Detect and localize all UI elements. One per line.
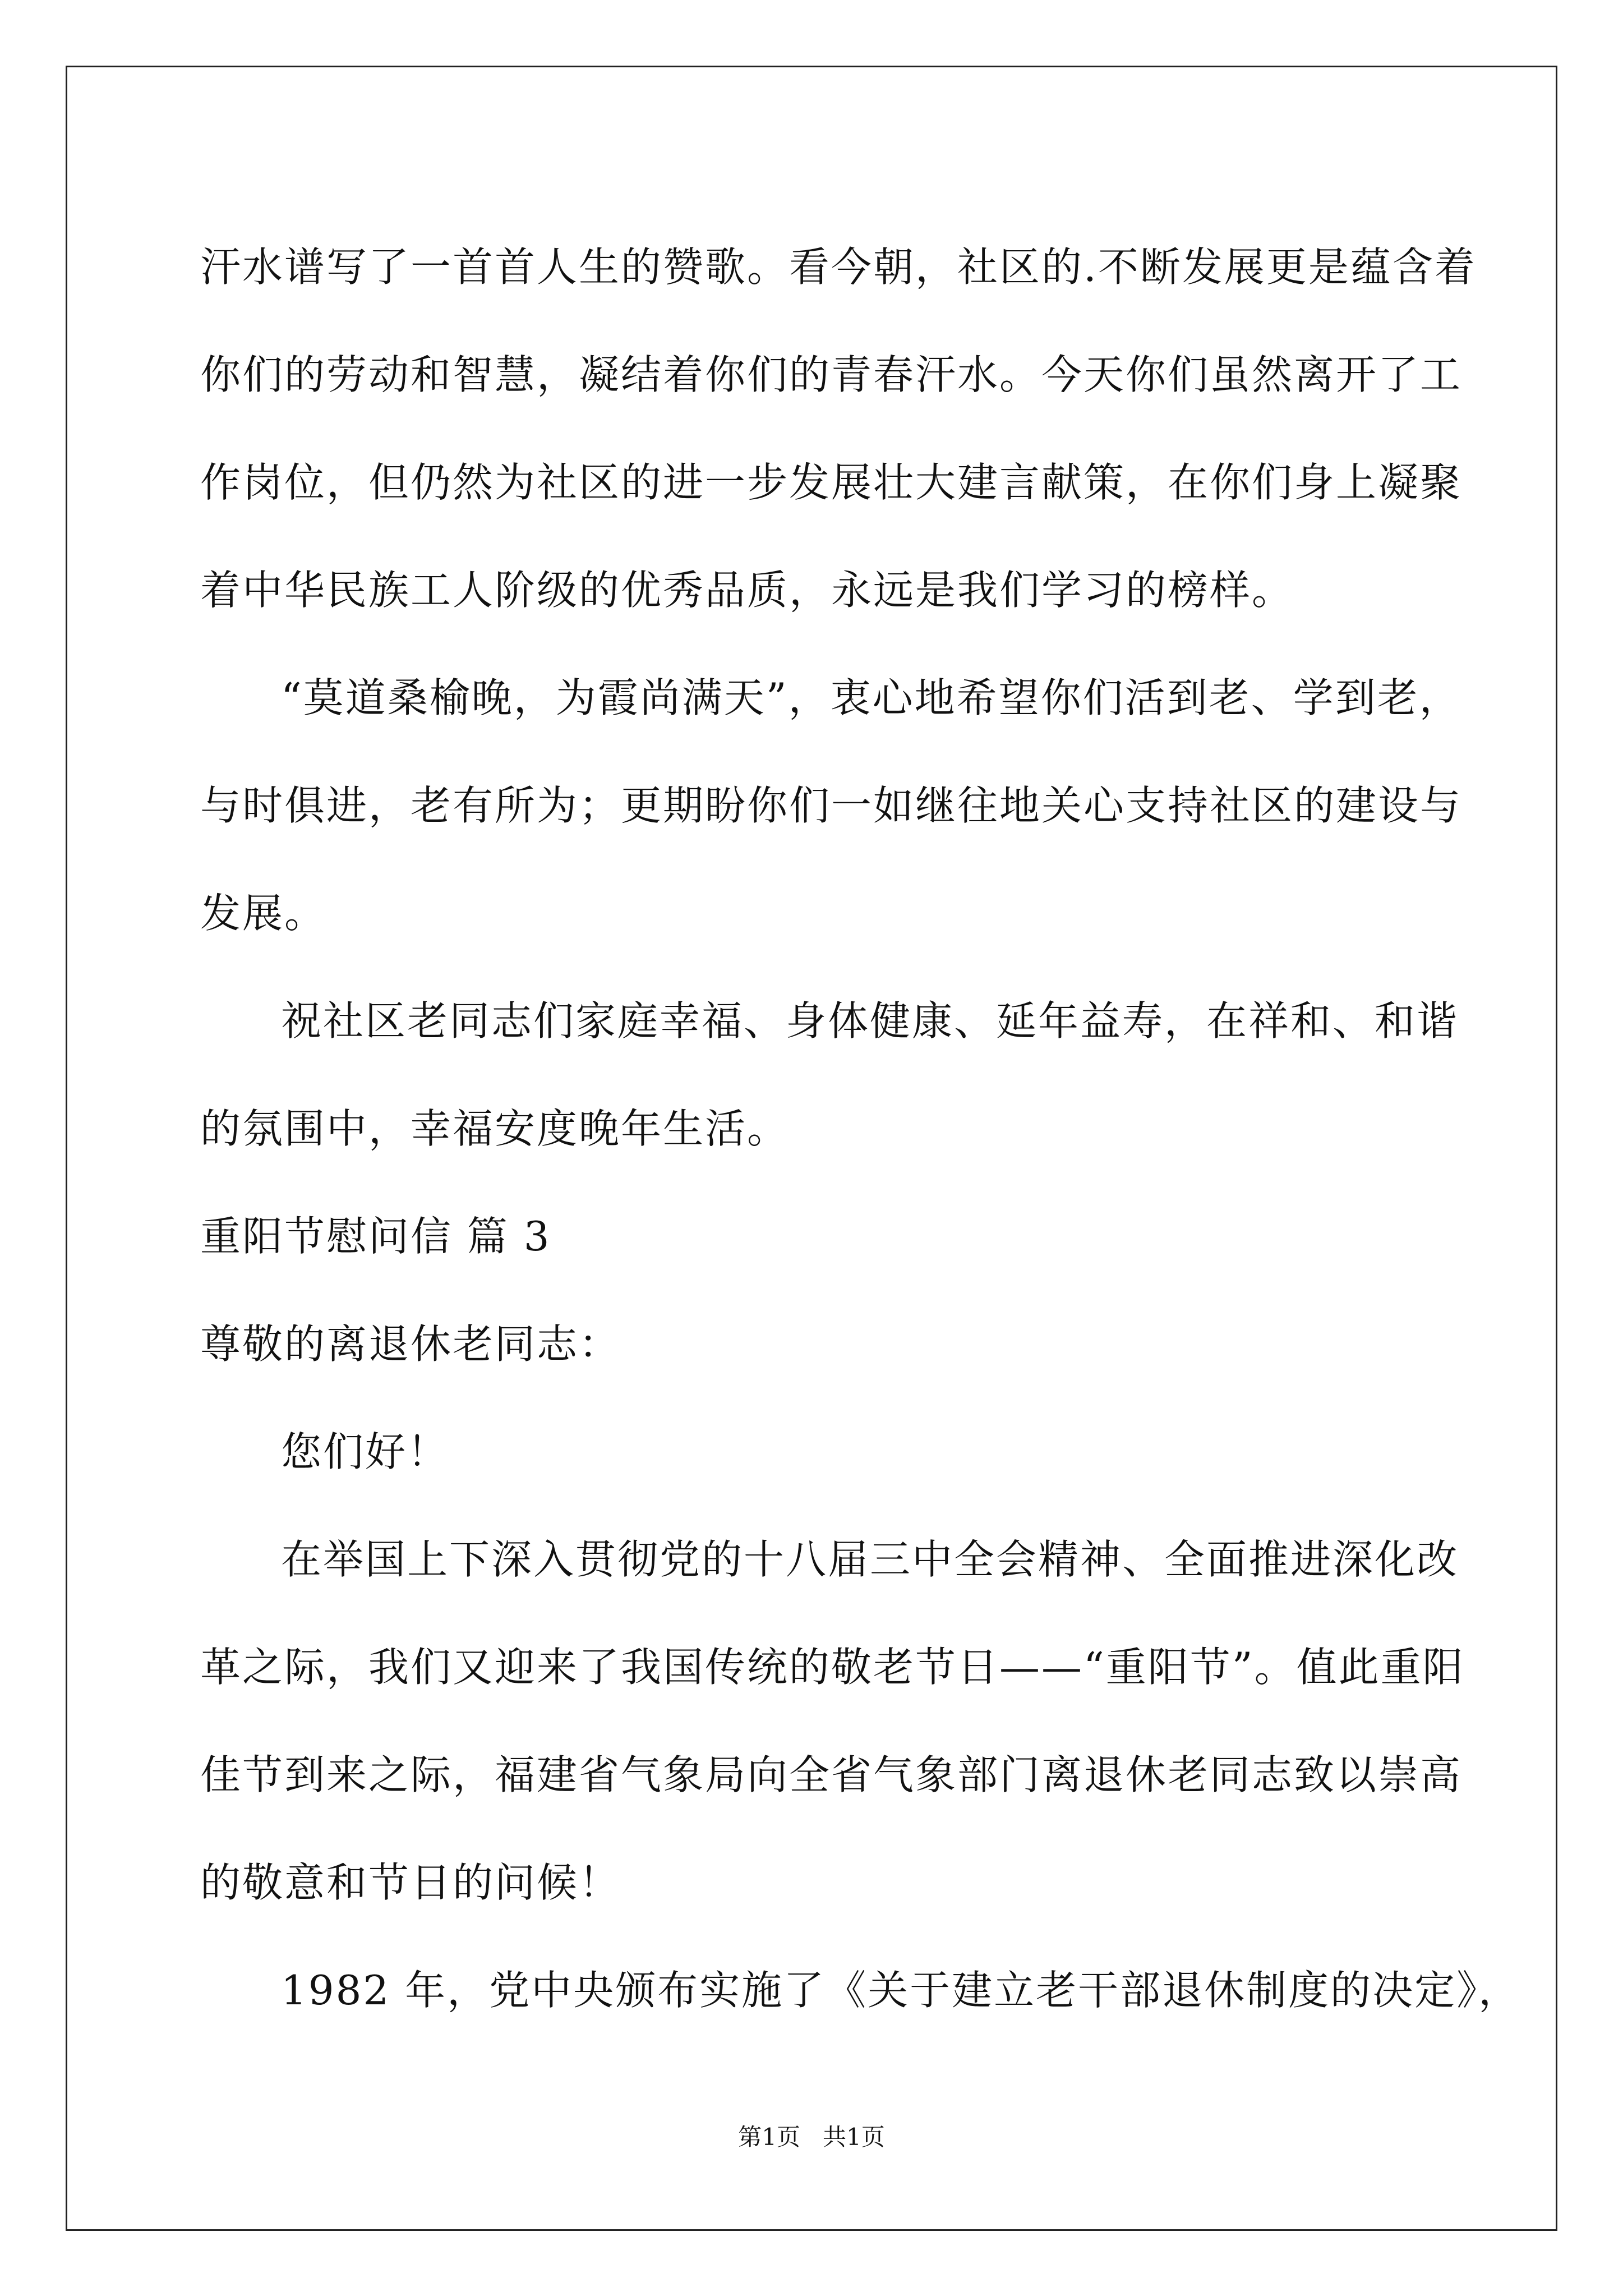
text-line: 着中华民族工人阶级的优秀品质，永远是我们学习的榜样。 <box>200 567 1294 614</box>
text-line: 佳节到来之际，福建省气象局向全省气象部门离退休老同志致以崇高 <box>200 1751 1463 1798</box>
greeting: 您们好！ <box>281 1428 450 1475</box>
section-heading: 重阳节慰问信 篇 3 <box>200 1213 551 1260</box>
text-line: 1982 年，党中央颁布实施了《关于建立老干部退休制度的决定》， <box>281 1967 1521 2014</box>
text-line: “莫道桑榆晚，为霞尚满天”，衷心地希望你们活到老、学到老， <box>281 674 1461 721</box>
text-line: 祝社区老同志们家庭幸福、身体健康、延年益寿，在祥和、和谐 <box>281 997 1459 1045</box>
document-body <box>200 213 1521 2044</box>
text-line: 的氛围中，幸福安度晚年生活。 <box>200 1105 790 1152</box>
text-line: 革之际，我们又迎来了我国传统的敬老节日——“重阳节”。值此重阳 <box>200 1644 1465 1691</box>
text-line: 发展。 <box>200 890 327 937</box>
text-line: 汗水谱写了一首首人生的赞歌。看今朝，社区的.不断发展更是蕴含着 <box>200 243 1477 291</box>
text-line: 在举国上下深入贯彻党的十八届三中全会精神、全面推进深化改 <box>281 1536 1459 1583</box>
text-line: 的敬意和节日的问候！ <box>200 1859 621 1906</box>
page-number: 第1页 共1页 <box>738 2123 885 2151</box>
salutation: 尊敬的离退休老同志： <box>200 1320 621 1368</box>
text-line: 作岗位，但仍然为社区的进一步发展壮大建言献策，在你们身上凝聚 <box>200 459 1463 506</box>
text-line: 你们的劳动和智慧，凝结着你们的青春汗水。今天你们虽然离开了工 <box>200 351 1463 398</box>
text-line: 与时俱进，老有所为；更期盼你们一如继往地关心支持社区的建设与 <box>200 782 1463 829</box>
